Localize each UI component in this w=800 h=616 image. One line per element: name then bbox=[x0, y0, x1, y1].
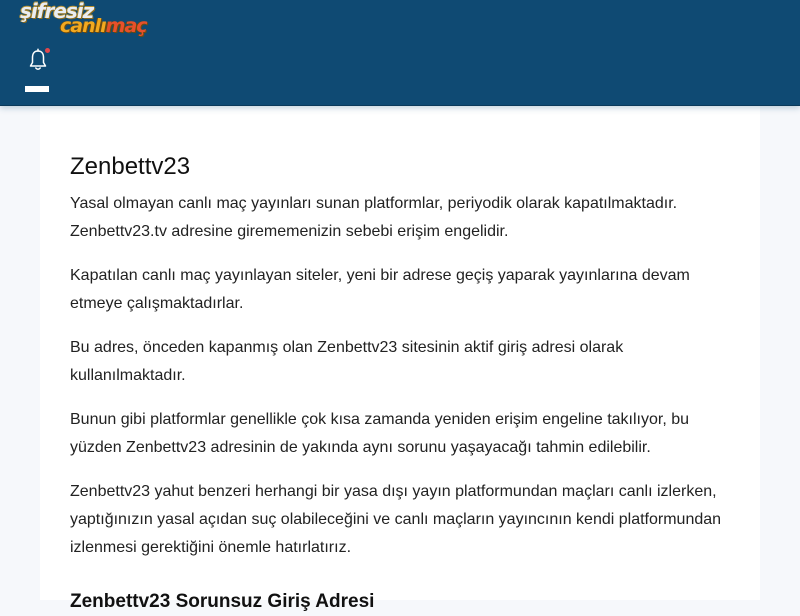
article-content bbox=[40, 106, 760, 612]
section-heading: Zenbettv23 Sorunsuz Giriş Adresi bbox=[70, 591, 375, 612]
article-paragraph: Bunun gibi platformlar genellikle çok kısa zamanda yeniden erişim engeline takılıyor, bu yüzden Zenbettv23 adresinin de yakında aynı sorunu yaşayacağı tahmin edilebilir. bbox=[70, 411, 690, 456]
article-paragraph: Kapatılan canlı maç yayınlayan siteler, yeni bir adrese geçiş yaparak yayınlarına devam etmeye çalışmaktadırlar. bbox=[70, 267, 690, 312]
notification-badge-dot bbox=[45, 48, 50, 53]
page-title: Zenbettv23 bbox=[70, 153, 191, 180]
article-paragraph: Zenbettv23 yahut benzeri herhangi bir yasa dışı yayın platformundan maçları canlı izlerken, yaptığınızın yasal açıdan suç olabileceğini ve canlı maçların yayıncının kendi platformundan izlenmesi gerektiğini önemle hatırlatırız. bbox=[70, 483, 722, 556]
logo-text-mac: maç bbox=[105, 15, 147, 37]
notifications-button[interactable] bbox=[28, 48, 50, 72]
logo-text-canli: canlı bbox=[60, 15, 106, 37]
article-paragraph: Yasal olmayan canlı maç yayınları sunan platformlar, periyodik olarak kapatılmaktadır. Zenbettv23.tv adresine girememenizin sebebi erişim engelidir. bbox=[70, 195, 678, 240]
menu-toggle-icon[interactable] bbox=[25, 86, 49, 92]
site-logo[interactable] bbox=[20, 0, 166, 40]
logo-text-line1: şifresiz bbox=[20, 0, 94, 23]
article-paragraph: Bu adres, önceden kapanmış olan Zenbettv23 sitesinin aktif giriş adresi olarak kullanılmaktadır. bbox=[70, 339, 624, 384]
logo-text-line2 bbox=[60, 16, 147, 36]
site-header bbox=[0, 0, 800, 106]
